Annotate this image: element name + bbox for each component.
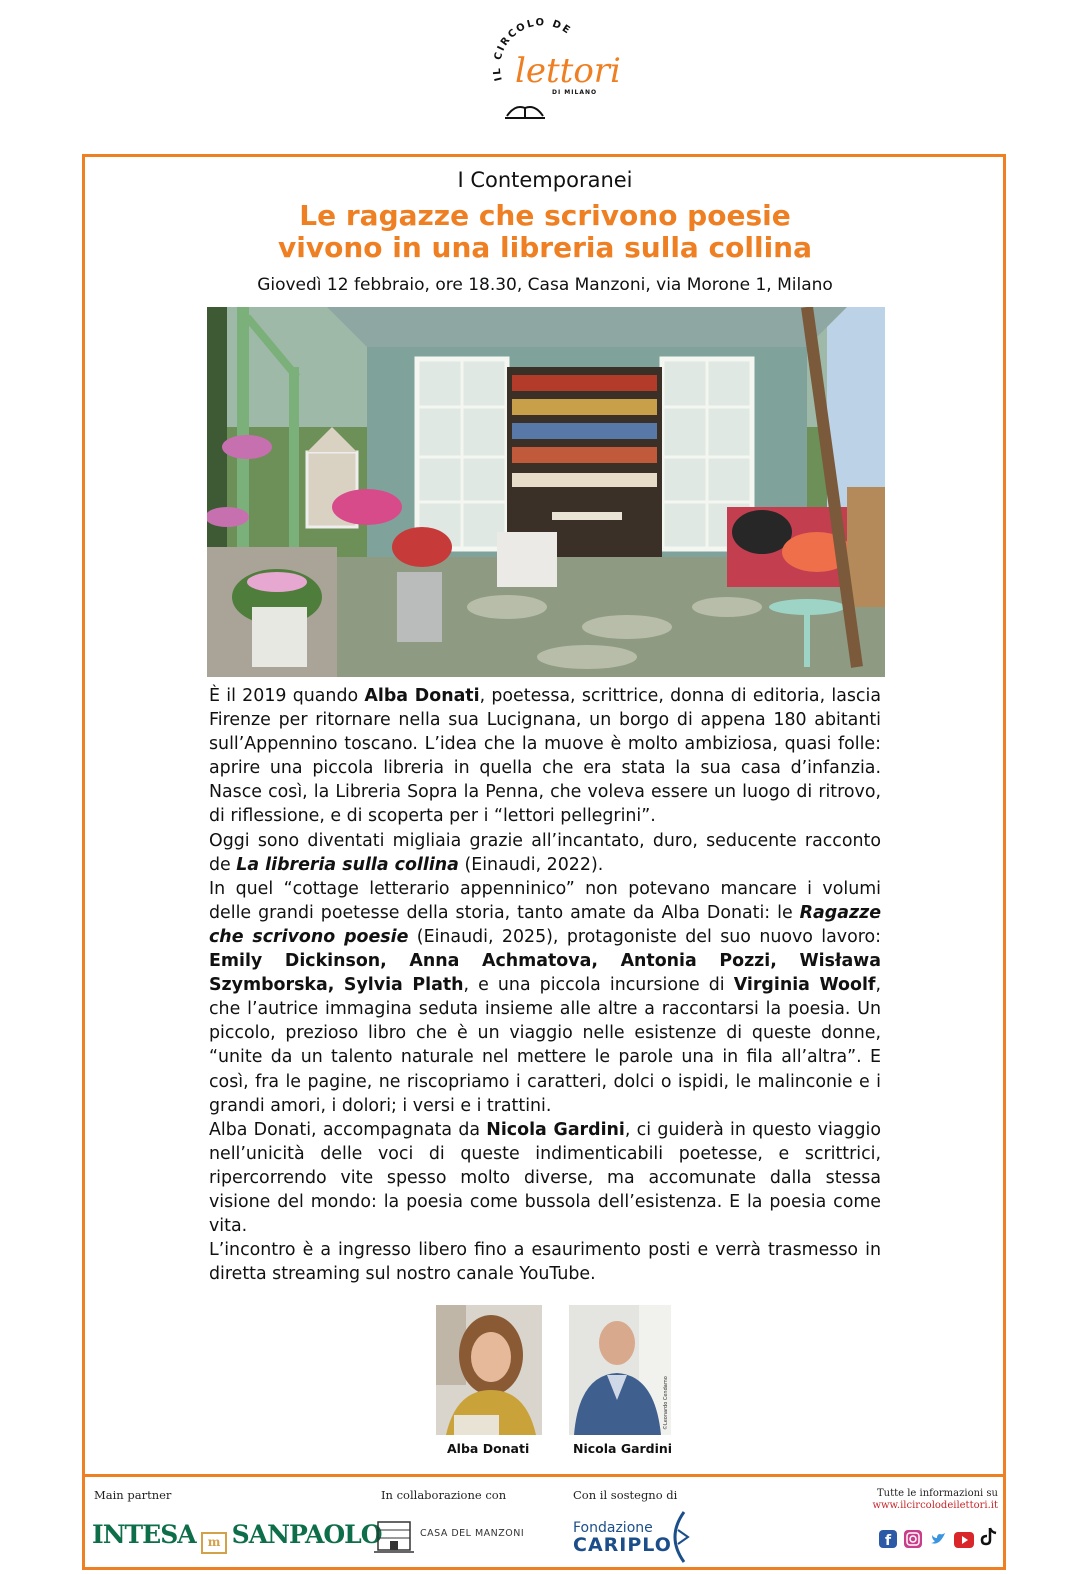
main-partner-label: Main partner: [94, 1488, 172, 1502]
collaboration-label: In collaborazione con: [381, 1488, 507, 1502]
event-title-line-2: vivono in una libreria sulla collina: [277, 231, 813, 264]
event-title: [0, 200, 1090, 264]
intesa-left: INTESA: [92, 1520, 196, 1549]
text-run: , ci guiderà in questo viaggio nell’unicità delle voci di queste indimenticabili poetesse, e scrittrici, ripercorrendo vite spesso molto diverse, ma accomunate dalla stessa visione del mondo: la poesia come bussola dell’esistenza. E la poesia come vita.: [209, 1119, 881, 1237]
text-run: In quel “cottage letterario appenninico” non potevano mancare i volumi delle grandi poetesse della storia, tanto amate da Alba Donati: le: [209, 878, 881, 923]
youtube-icon[interactable]: [954, 1532, 974, 1548]
portrait-alba-donati: [436, 1305, 542, 1435]
text-run: Alba Donati, accompagnata da: [209, 1119, 487, 1140]
bookshop-photo: [207, 307, 885, 677]
event-date: Giovedì 12 febbraio, ore 18.30, Casa Manzoni, via Morone 1, Milano: [257, 275, 833, 295]
portrait-caption-nicola-gardini: Nicola Gardini: [573, 1441, 673, 1456]
support-label: Con il sostegno di: [573, 1488, 678, 1502]
svg-text:f: f: [885, 1533, 892, 1548]
intesa-mark-text: m: [207, 1535, 220, 1549]
series-name: I Contemporanei: [457, 168, 633, 192]
text-run: La libreria sulla collina: [236, 854, 459, 875]
text-run: Emily Dickinson, Anna Achmatova, Antonia Pozzi, Wisława Szymborska, Sylvia Plath: [209, 951, 881, 996]
event-title-line-1: Le ragazze che scrivono poesie: [299, 199, 791, 232]
fondazione-text: Fondazione: [573, 1520, 653, 1536]
circolo-lettori-logo: [475, 8, 625, 126]
cariplo-text: CARIPLO: [573, 1534, 672, 1556]
casa-manzoni-name: CASA DEL MANZONI: [420, 1528, 525, 1539]
photo-credit: ©Leonardo Cendamo: [663, 1376, 669, 1430]
description-paragraph: [209, 1238, 881, 1286]
text-run: Alba Donati: [364, 686, 480, 706]
info-line: Tutte le informazioni su: [876, 1488, 998, 1499]
twitter-icon[interactable]: [929, 1530, 947, 1548]
description-paragraph: [209, 1118, 881, 1238]
portrait-nicola-gardini: [569, 1305, 671, 1435]
instagram-icon[interactable]: [904, 1530, 922, 1548]
website-link[interactable]: www.ilcircolodeilettori.it: [872, 1500, 998, 1511]
text-run: Nicola Gardini: [486, 1119, 625, 1140]
text-run: (Einaudi, 2025), protagoniste del suo nuovo lavoro:: [408, 926, 881, 947]
logo-sub: DI MILANO: [552, 89, 598, 96]
text-run: , che l’autrice immagina seduta insieme alle altre a raccontarsi la poesia. Un piccolo, prezioso libro che è un viaggio nelle esistenze di queste donne, “unite da un talento naturale nel mettere le parole una in fila all’altra”. E così, fra le pagine, ne riscopriamo i caratteri, dolci o ispidi, le malinconie e i grandi amori, i dolori; i versi e i trattini.: [209, 975, 882, 1116]
text-run: (Einaudi, 2022).: [458, 854, 604, 875]
open-book-icon: [505, 107, 545, 118]
text-run: Virginia Woolf: [733, 975, 876, 996]
logo-ring-text: IL CIRCOLO DE: [491, 17, 574, 82]
description-paragraph: [209, 877, 881, 1118]
intesa-sanpaolo-logo: [92, 1520, 381, 1554]
facebook-icon[interactable]: [879, 1530, 897, 1548]
tiktok-icon[interactable]: [980, 1526, 998, 1544]
casa-manzoni-building-icon: [374, 1514, 414, 1556]
text-run: L’incontro è a ingresso libero fino a esaurimento posti e verrà trasmesso in diretta streaming sul nostro canale YouTube.: [209, 1240, 881, 1285]
intesa-right: SANPAOLO: [231, 1520, 382, 1549]
text-run: Oggi sono diventati migliaia grazie all’incantato, duro, seducente racconto de: [209, 830, 881, 875]
cariplo-mark-icon: [664, 1510, 690, 1564]
text-run: , e una piccola incursione di: [463, 975, 734, 996]
event-description: [209, 684, 881, 1286]
footer-divider: [82, 1474, 1006, 1477]
text-run: , poetessa, scrittrice, donna di editoria, lascia Firenze per ritornare nella sua Lucignana, un borgo di appena 180 abitanti sull’Appennino toscano. L’idea che la muove è molto ambiziosa, quasi folle: aprire una piccola libreria in quella che era stata la sua casa d’infanzia. Nasce così, la Libreria Sopra la Penna, che voleva essere un luogo di ritrovo, di riflessione, e di scoperta per i “lettori pellegrini”.: [209, 686, 881, 827]
description-paragraph: [209, 684, 881, 829]
text-run: È il 2019 quando: [209, 686, 365, 706]
text-run: Ragazze che scrivono poesie: [209, 902, 881, 947]
portrait-caption-alba-donati: Alba Donati: [447, 1441, 530, 1456]
description-paragraph: [209, 829, 881, 877]
intesa-mark: [201, 1532, 227, 1554]
logo-word: lettori: [515, 51, 621, 91]
